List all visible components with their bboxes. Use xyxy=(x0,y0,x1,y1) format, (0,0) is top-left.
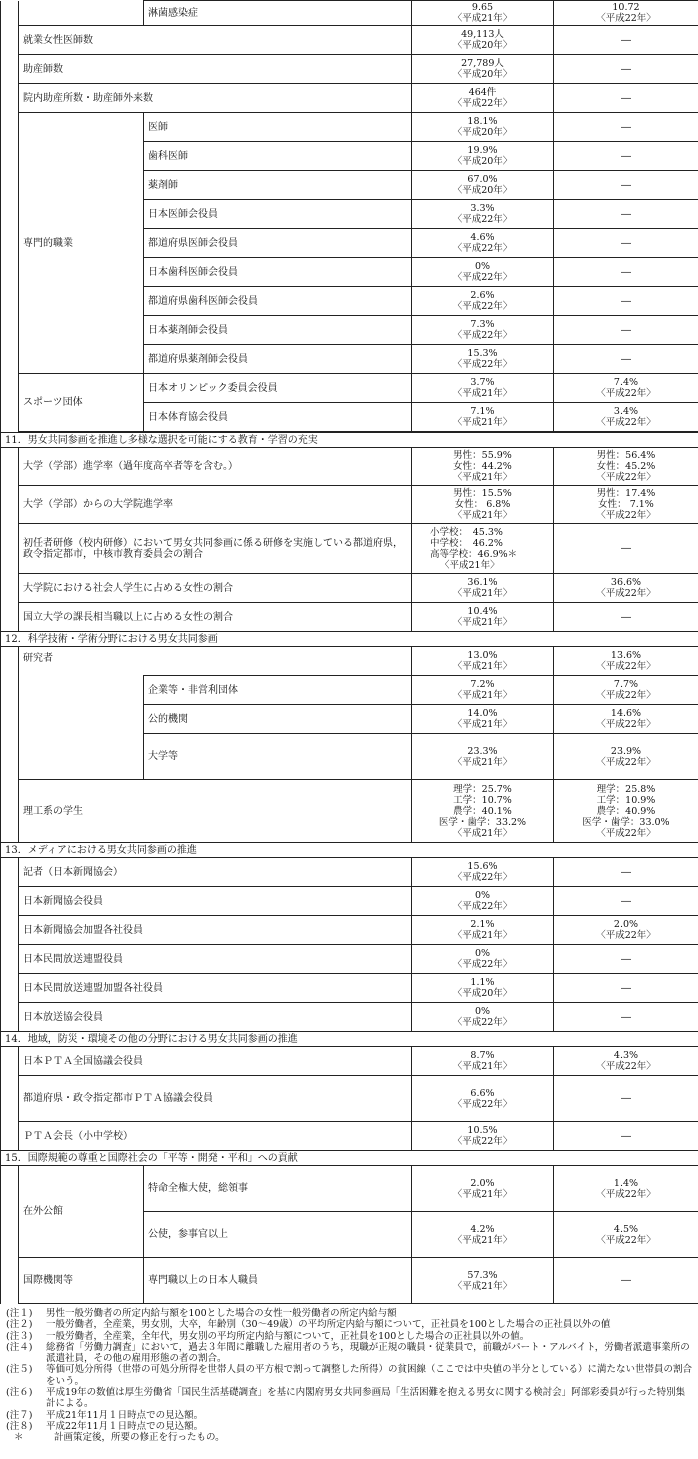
footnote: (注７) 平成21年11月１日時点での見込額。 xyxy=(6,1409,204,1421)
row-label: 日本放送協会役員 xyxy=(19,1003,412,1032)
row-label: 都道府県薬剤師会役員 xyxy=(144,345,412,374)
table-row xyxy=(1,1047,698,1076)
value-cell: 13.0% 〈平成21年〉 xyxy=(412,647,554,676)
footnotes xyxy=(0,1304,698,1444)
table-row xyxy=(1,974,698,1003)
row-label: 都道府県・政令指定都市ＰＴＡ協議会役員 xyxy=(19,1076,412,1122)
value-cell: ― xyxy=(554,84,698,113)
table-row xyxy=(1,887,698,916)
value-cell: ― xyxy=(554,345,698,374)
group-cell-continued xyxy=(19,1,144,26)
value-cell: ― xyxy=(554,316,698,345)
table-row xyxy=(1,113,698,142)
value-cell: 4.3% 〈平成22年〉 xyxy=(554,1047,698,1076)
table-row xyxy=(1,26,698,55)
table-row xyxy=(1,574,698,603)
value-cell: ― xyxy=(554,974,698,1003)
row-label: 日本新聞協会役員 xyxy=(19,887,412,916)
group-label: スポーツ団体 xyxy=(19,374,144,432)
table-row xyxy=(1,448,698,486)
value-cell: 7.4% 〈平成22年〉 xyxy=(554,374,698,403)
value-cell: ― xyxy=(554,171,698,200)
value-cell: 7.3% 〈平成22年〉 xyxy=(412,316,554,345)
subgroup-blank xyxy=(19,676,144,780)
table-row xyxy=(1,524,698,574)
row-label: 就業女性医師数 xyxy=(19,26,412,55)
row-label: 日本新聞協会加盟各社役員 xyxy=(19,916,412,945)
value-cell: 男性：15.5% 女性： 6.8% 〈平成21年〉 xyxy=(412,486,554,524)
row-label: 日本オリンピック委員会役員 xyxy=(144,374,412,403)
value-cell: 464件 〈平成22年〉 xyxy=(412,84,554,113)
value-cell: ― xyxy=(554,603,698,632)
value-cell: 4.6% 〈平成22年〉 xyxy=(412,229,554,258)
value-cell: 2.6% 〈平成22年〉 xyxy=(412,287,554,316)
value-cell: 4.5% 〈平成22年〉 xyxy=(554,1212,698,1258)
value-cell: 2.0% 〈平成21年〉 xyxy=(412,1166,554,1212)
value-cell: 男性：17.4% 女性： 7.1% 〈平成22年〉 xyxy=(554,486,698,524)
value-cell: ― xyxy=(554,1258,698,1304)
row-label: 大学（学部）進学率（過年度高卒者等を含む。） xyxy=(19,448,412,486)
section-header xyxy=(1,843,698,858)
row-label: 日本歯科医師会役員 xyxy=(144,258,412,287)
value-cell: ― xyxy=(554,113,698,142)
row-label: 企業等・非営利団体 xyxy=(144,676,412,705)
row-label: 院内助産所数・助産師外来数 xyxy=(19,84,412,113)
value-cell: 49,113人 〈平成20年〉 xyxy=(412,26,554,55)
section-indent xyxy=(1,1166,19,1304)
value-cell: 男性：56.4% 女性：45.2% 〈平成22年〉 xyxy=(554,448,698,486)
table-row xyxy=(1,945,698,974)
group-label: 専門的職業 xyxy=(19,113,144,374)
row-label: 日本体育協会役員 xyxy=(144,403,412,432)
footnote: (注８) 平成22年11月１日時点での見込額。 xyxy=(6,1420,204,1432)
table-row xyxy=(1,858,698,887)
value-cell: ― xyxy=(554,142,698,171)
row-label: 日本薬剤師会役員 xyxy=(144,316,412,345)
row-label: 大学院における社会人学生に占める女性の割合 xyxy=(19,574,412,603)
value-cell: 3.3% 〈平成22年〉 xyxy=(412,200,554,229)
footnote: ＊ 計画策定後，所要の修正を行ったもの。 xyxy=(14,1432,225,1444)
table-row xyxy=(1,1,698,26)
section-indent xyxy=(1,1,19,433)
value-cell: 6.6% 〈平成22年〉 xyxy=(412,1076,554,1122)
value-cell: ― xyxy=(554,229,698,258)
value-cell: 10.72 〈平成22年〉 xyxy=(554,1,698,26)
row-label: 理工系の学生 xyxy=(19,780,412,843)
value-cell: ― xyxy=(554,524,698,574)
row-label: 都道府県歯科医師会役員 xyxy=(144,287,412,316)
value-cell: 7.7% 〈平成22年〉 xyxy=(554,676,698,705)
footnote: (注２) 一般労働者，全産業，男女別，大卒，年齢別（30～49歳）の平均所定内給与額について，正社員を100とした場合の正社員以外の値 xyxy=(6,1319,611,1331)
value-cell: 0% 〈平成22年〉 xyxy=(412,887,554,916)
section-title: 14．地域，防災・環境その他の分野における男女共同参画の推進 xyxy=(1,1032,698,1047)
value-cell: 15.6% 〈平成22年〉 xyxy=(412,858,554,887)
table-row xyxy=(1,647,698,676)
table-row xyxy=(1,1258,698,1304)
value-cell: 1.4% 〈平成22年〉 xyxy=(554,1166,698,1212)
value-cell: 36.6% 〈平成22年〉 xyxy=(554,574,698,603)
value-cell: 15.3% 〈平成22年〉 xyxy=(412,345,554,374)
row-label: 日本民間放送連盟加盟各社役員 xyxy=(19,974,412,1003)
value-cell: 10.5% 〈平成22年〉 xyxy=(412,1122,554,1151)
value-cell: 9.65 〈平成21年〉 xyxy=(412,1,554,26)
footnote: (注５) 等価可処分所得（世帯の可処分所得を世帯人員の平方根で割って調整した所得）の貧困線（ここでは中央値の半分としている）に満たない世帯員の割合をいう。 xyxy=(6,1364,693,1387)
value-cell: 14.0% 〈平成21年〉 xyxy=(412,705,554,734)
value-cell: 10.4% 〈平成21年〉 xyxy=(412,603,554,632)
value-cell: 3.4% 〈平成22年〉 xyxy=(554,403,698,432)
group-label: 国際機関等 xyxy=(19,1258,144,1304)
row-label: 初任者研修（校内研修）において男女共同参画に係る研修を実施している都道府県，政令指定都市，中核市教育委員会の割合 xyxy=(19,524,412,574)
row-label: 助産師数 xyxy=(19,55,412,84)
row-label: 大学（学部）からの大学院進学率 xyxy=(19,486,412,524)
table-row xyxy=(1,374,698,403)
value-cell: ― xyxy=(554,26,698,55)
table-row xyxy=(1,1122,698,1151)
group-label: 在外公館 xyxy=(19,1166,144,1258)
section-title: 15．国際規範の尊重と国際社会の「平等・開発・平和」への貢献 xyxy=(1,1151,698,1166)
footnote: (注１) 男性一般労働者の所定内給与額を100とした場合の女性一般労働者の所定内給与額 xyxy=(6,1308,397,1319)
value-cell: 2.1% 〈平成21年〉 xyxy=(412,916,554,945)
value-cell: 57.3% 〈平成21年〉 xyxy=(412,1258,554,1304)
row-label: 淋菌感染症 xyxy=(144,1,412,26)
value-cell: ― xyxy=(554,258,698,287)
value-cell: 0% 〈平成22年〉 xyxy=(412,945,554,974)
value-cell: 67.0% 〈平成20年〉 xyxy=(412,171,554,200)
row-label: 研究者 xyxy=(19,647,412,676)
value-cell: 1.1% 〈平成20年〉 xyxy=(412,974,554,1003)
section-header xyxy=(1,1032,698,1047)
value-cell: 8.7% 〈平成21年〉 xyxy=(412,1047,554,1076)
section-indent xyxy=(1,858,19,1032)
table-row xyxy=(1,84,698,113)
row-label: 公的機関 xyxy=(144,705,412,734)
value-cell: ― xyxy=(554,858,698,887)
table-row xyxy=(1,1076,698,1122)
row-label: 専門職以上の日本人職員 xyxy=(144,1258,412,1304)
value-cell: ― xyxy=(554,887,698,916)
row-label: 公使，参事官以上 xyxy=(144,1212,412,1258)
table-row xyxy=(1,676,698,705)
table-row xyxy=(1,780,698,843)
value-cell: 0% 〈平成22年〉 xyxy=(412,1003,554,1032)
table-row xyxy=(1,916,698,945)
row-label: 大学等 xyxy=(144,734,412,780)
value-cell: ― xyxy=(554,1003,698,1032)
table-row xyxy=(1,486,698,524)
value-cell: 23.3% 〈平成21年〉 xyxy=(412,734,554,780)
value-cell: 3.7% 〈平成21年〉 xyxy=(412,374,554,403)
section-indent xyxy=(1,448,19,632)
section-header xyxy=(1,632,698,647)
row-label: 日本ＰＴＡ全国協議会役員 xyxy=(19,1047,412,1076)
value-cell: 18.1% 〈平成20年〉 xyxy=(412,113,554,142)
footnote: (注６) 平成19年の数値は厚生労働省「国民生活基礎調査」を基に内閣府男女共同参画局「生活困難を抱える男女に関する検討会」阿部彩委員が行った特別集計による。 xyxy=(6,1387,686,1410)
value-cell: ― xyxy=(554,945,698,974)
value-cell: ― xyxy=(554,200,698,229)
row-label: 日本民間放送連盟役員 xyxy=(19,945,412,974)
section-header xyxy=(1,433,698,448)
value-cell: ― xyxy=(554,287,698,316)
value-cell: 7.1% 〈平成21年〉 xyxy=(412,403,554,432)
row-label: 特命全権大使，総領事 xyxy=(144,1166,412,1212)
value-cell: 36.1% 〈平成21年〉 xyxy=(412,574,554,603)
row-label: 薬剤師 xyxy=(144,171,412,200)
value-cell: 19.9% 〈平成20年〉 xyxy=(412,142,554,171)
table-row xyxy=(1,1166,698,1212)
table-row xyxy=(1,603,698,632)
value-cell: ― xyxy=(554,1076,698,1122)
footnote: (注３) 一般労働者，全産業，全年代，男女別の平均所定内給与額について，正社員を100とした場合の正社員以外の値。 xyxy=(6,1330,530,1342)
row-label: 日本医師会役員 xyxy=(144,200,412,229)
value-cell: 14.6% 〈平成22年〉 xyxy=(554,705,698,734)
table-row xyxy=(1,1003,698,1032)
value-cell: 4.2% 〈平成21年〉 xyxy=(412,1212,554,1258)
row-label: 歯科医師 xyxy=(144,142,412,171)
value-cell: 27,789人 〈平成20年〉 xyxy=(412,55,554,84)
section-title: 11．男女共同参画を推進し多様な選択を可能にする教育・学習の充実 xyxy=(1,433,698,448)
value-cell: 2.0% 〈平成22年〉 xyxy=(554,916,698,945)
value-cell: 理学：25.7% 工学：10.7% 農学：40.1% 医学・歯学：33.2% 〈平成21年〉 xyxy=(412,780,554,843)
table-row xyxy=(1,55,698,84)
section-title: 13．メディアにおける男女共同参画の推進 xyxy=(1,843,698,858)
row-label: 国立大学の課長相当職以上に占める女性の割合 xyxy=(19,603,412,632)
section-header xyxy=(1,1151,698,1166)
value-cell: 7.2% 〈平成21年〉 xyxy=(412,676,554,705)
section-indent xyxy=(1,1047,19,1151)
footnote: (注４) 総務省「労働力調査」において，過去３年間に離職した雇用者のうち，現職が正規の職員・従業員で，前職がパート・アルバイト，労働者派遣事業所の派遣社員，その他の雇用形態の者の割合。 xyxy=(6,1341,690,1365)
value-cell: ― xyxy=(554,55,698,84)
value-cell: 23.9% 〈平成22年〉 xyxy=(554,734,698,780)
section-indent xyxy=(1,647,19,843)
section-title: 12．科学技術・学術分野における男女共同参画 xyxy=(1,632,698,647)
value-cell: 男性：55.9% 女性：44.2% 〈平成21年〉 xyxy=(412,448,554,486)
value-cell: 理学：25.8% 工学：10.9% 農学：40.9% 医学・歯学：33.0% 〈平成22年〉 xyxy=(554,780,698,843)
row-label: ＰＴＡ会長（小中学校） xyxy=(19,1122,412,1151)
row-label: 医師 xyxy=(144,113,412,142)
value-cell: 13.6% 〈平成22年〉 xyxy=(554,647,698,676)
value-cell: 小学校： 45.3% 中学校： 46.2% 高等学校：46.9%＊ 〈平成21年〉 xyxy=(412,524,554,574)
value-cell: ― xyxy=(554,1122,698,1151)
value-cell: 0% 〈平成22年〉 xyxy=(412,258,554,287)
row-label: 記者（日本新聞協会） xyxy=(19,858,412,887)
row-label: 都道府県医師会役員 xyxy=(144,229,412,258)
